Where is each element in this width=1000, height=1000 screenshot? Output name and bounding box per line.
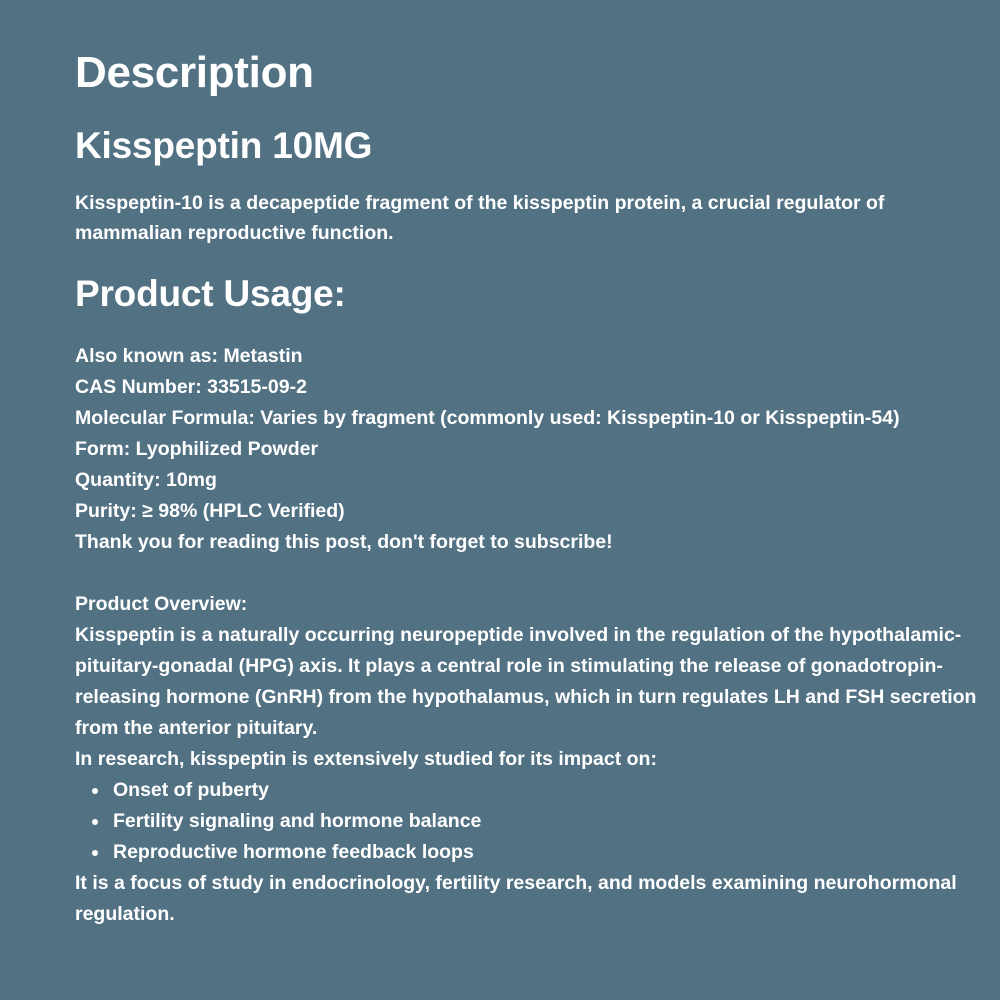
- research-bullet-list: [75, 775, 980, 868]
- list-item: [75, 806, 980, 837]
- description-heading: Description: [75, 48, 314, 97]
- spec-aka: Also known as: Metastin: [75, 345, 303, 367]
- spec-quantity: Quantity: 10mg: [75, 469, 217, 491]
- bullet-dot-icon: [92, 819, 98, 825]
- bullet-dot-icon: [92, 850, 98, 856]
- overview-label: Product Overview:: [75, 593, 248, 615]
- spacer: [75, 558, 980, 589]
- bullet-dot-icon: [92, 788, 98, 794]
- subscribe-note: Thank you for reading this post, don't forget to subscribe!: [75, 531, 613, 553]
- product-title: Kisspeptin 10MG: [75, 125, 373, 166]
- spec-purity: Purity: ≥ 98% (HPLC Verified): [75, 500, 345, 522]
- spec-list: [75, 341, 980, 558]
- bullet-text: Fertility signaling and hormone balance: [113, 810, 482, 832]
- spec-cas-number: CAS Number: 33515-09-2: [75, 376, 307, 398]
- research-intro: In research, kisspeptin is extensively studied for its impact on:: [75, 748, 657, 770]
- product-usage-heading: Product Usage:: [75, 273, 346, 314]
- bullet-text: Reproductive hormone feedback loops: [113, 841, 474, 863]
- spec-molecular-formula: Molecular Formula: Varies by fragment (commonly used: Kisspeptin-10 or Kisspeptin-54): [75, 407, 900, 429]
- list-item: [75, 837, 980, 868]
- closing-paragraph: It is a focus of study in endocrinology, fertility research, and models examining neurohormonal regulation.: [75, 872, 957, 925]
- spec-form: Form: Lyophilized Powder: [75, 438, 319, 460]
- overview-paragraph: Kisspeptin is a naturally occurring neuropeptide involved in the regulation of the hypothalamic-pituitary-gonadal (HPG) axis. It plays a central role in stimulating the release of gonadotropin-releasing hormone (GnRH) from the hypothalamus, which in turn regulates LH and FSH secretion from the anterior pituitary.: [75, 624, 977, 739]
- bullet-text: Onset of puberty: [113, 779, 270, 801]
- product-intro: Kisspeptin-10 is a decapeptide fragment of the kisspeptin protein, a crucial regulator of mammalian reproductive function.: [75, 192, 885, 244]
- description-content: [75, 44, 980, 930]
- list-item: [75, 775, 980, 806]
